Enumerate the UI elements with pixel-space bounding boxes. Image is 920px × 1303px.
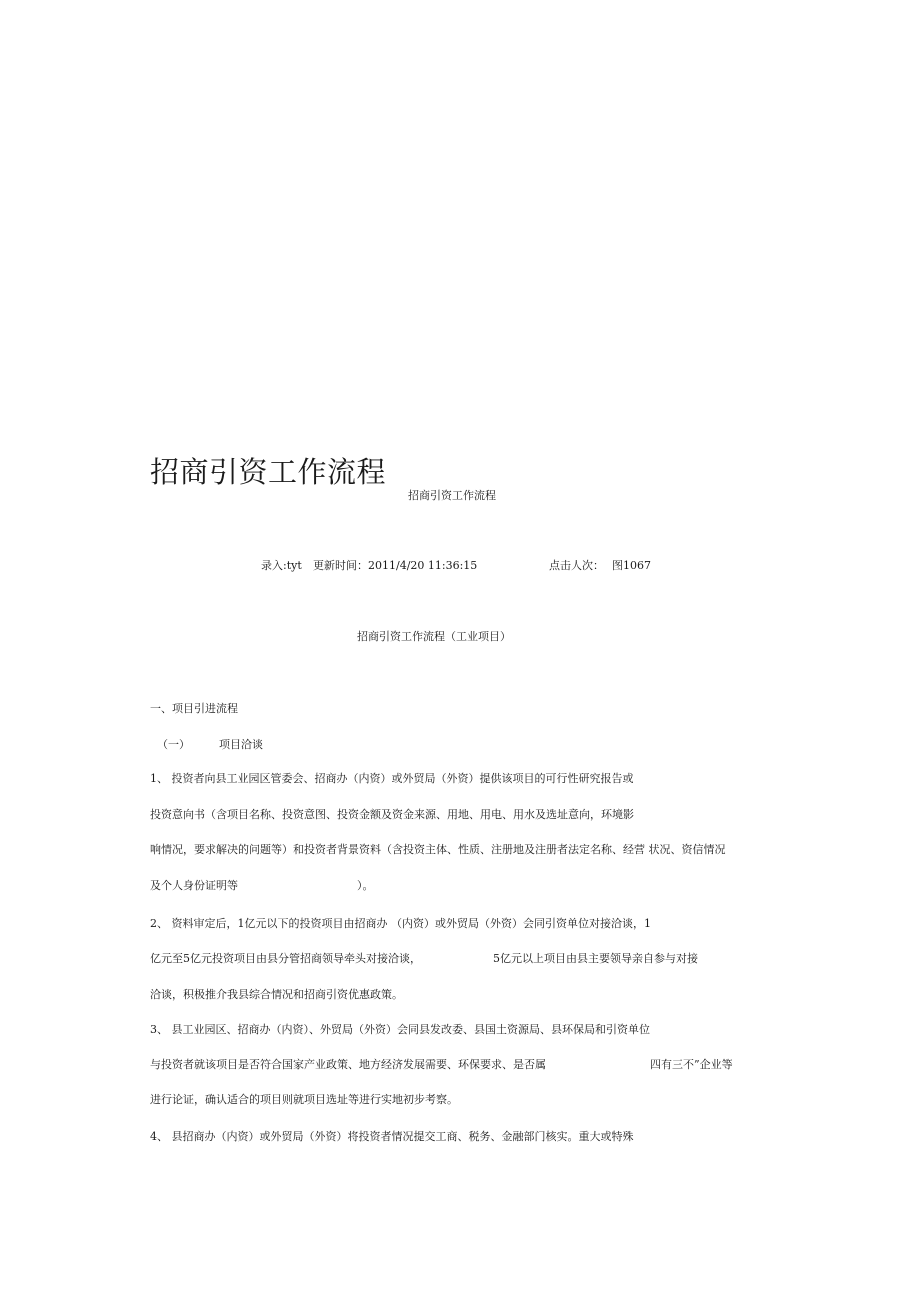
meta-clicks-label: 点击人次：: [549, 559, 604, 572]
main-title: 招商引资工作流程: [150, 455, 387, 489]
paragraph-1-line-4a: 及个人身份证明等: [150, 879, 238, 892]
section-title: 招商引资工作流程（工业项目）: [357, 630, 511, 643]
paragraph-3-line-2a: 与投资者就该项目是否符合国家产业政策、地方经济发展需要、环保要求、是否属: [150, 1058, 546, 1071]
meta-updated: 更新时间：2011/4/20 11:36:15: [313, 559, 478, 572]
paragraph-2-line-1: 2、 资料审定后，1亿元以下的投资项目由招商办 （内资）或外贸局（外资）会同引资单位对接洽谈，1: [150, 917, 651, 930]
paragraph-3-line-1: 3、 县工业园区、招商办（内资）、外贸局（外资）会同县发改委、县国土资源局、县环保局和引资单位: [150, 1023, 650, 1036]
subtitle: 招商引资工作流程: [408, 489, 496, 502]
paragraph-1-line-1: 1、 投资者向县工业园区管委会、招商办（内资）或外贸局（外资）提供该项目的可行性研究报告或: [150, 772, 634, 785]
meta-click-count: 图1067: [612, 559, 651, 572]
paragraph-3-line-2b: 四有三不”企业等: [650, 1058, 733, 1071]
paragraph-1-line-4b: ）。: [357, 879, 374, 892]
sub-heading: 项目洽谈: [219, 738, 263, 751]
paragraph-3-line-3: 进行论证，确认适合的项目则就项目选址等进行实地初步考察。: [150, 1093, 458, 1106]
paragraph-4-line-1: 4、 县招商办（内资）或外贸局（外资）将投资者情况提交工商、税务、金融部门核实。重大或特殊: [150, 1130, 634, 1143]
paragraph-2-line-2b: 5亿元以上项目由县主要领导亲自参与对接: [493, 952, 698, 965]
paragraph-1-line-2: 投资意向书（含项目名称、投资意图、投资金额及资金来源、用地、用电、用水及选址意向，环境影: [150, 808, 634, 821]
meta-author: 录入:tyt: [261, 559, 302, 572]
sub-number: （一）: [157, 738, 190, 751]
paragraph-2-line-3: 洽谈，积极推介我县综合情况和招商引资优惠政策。: [150, 988, 403, 1001]
paragraph-1-line-3: 响情况，要求解决的问题等）和投资者背景资料（含投资主体、性质、注册地及注册者法定名称、经营 状况、资信情况: [150, 843, 726, 856]
paragraph-2-line-2a: 亿元至5亿元投资项目由县分管招商领导牵头对接洽谈，: [150, 952, 421, 965]
heading-1: 一、项目引进流程: [150, 702, 238, 715]
